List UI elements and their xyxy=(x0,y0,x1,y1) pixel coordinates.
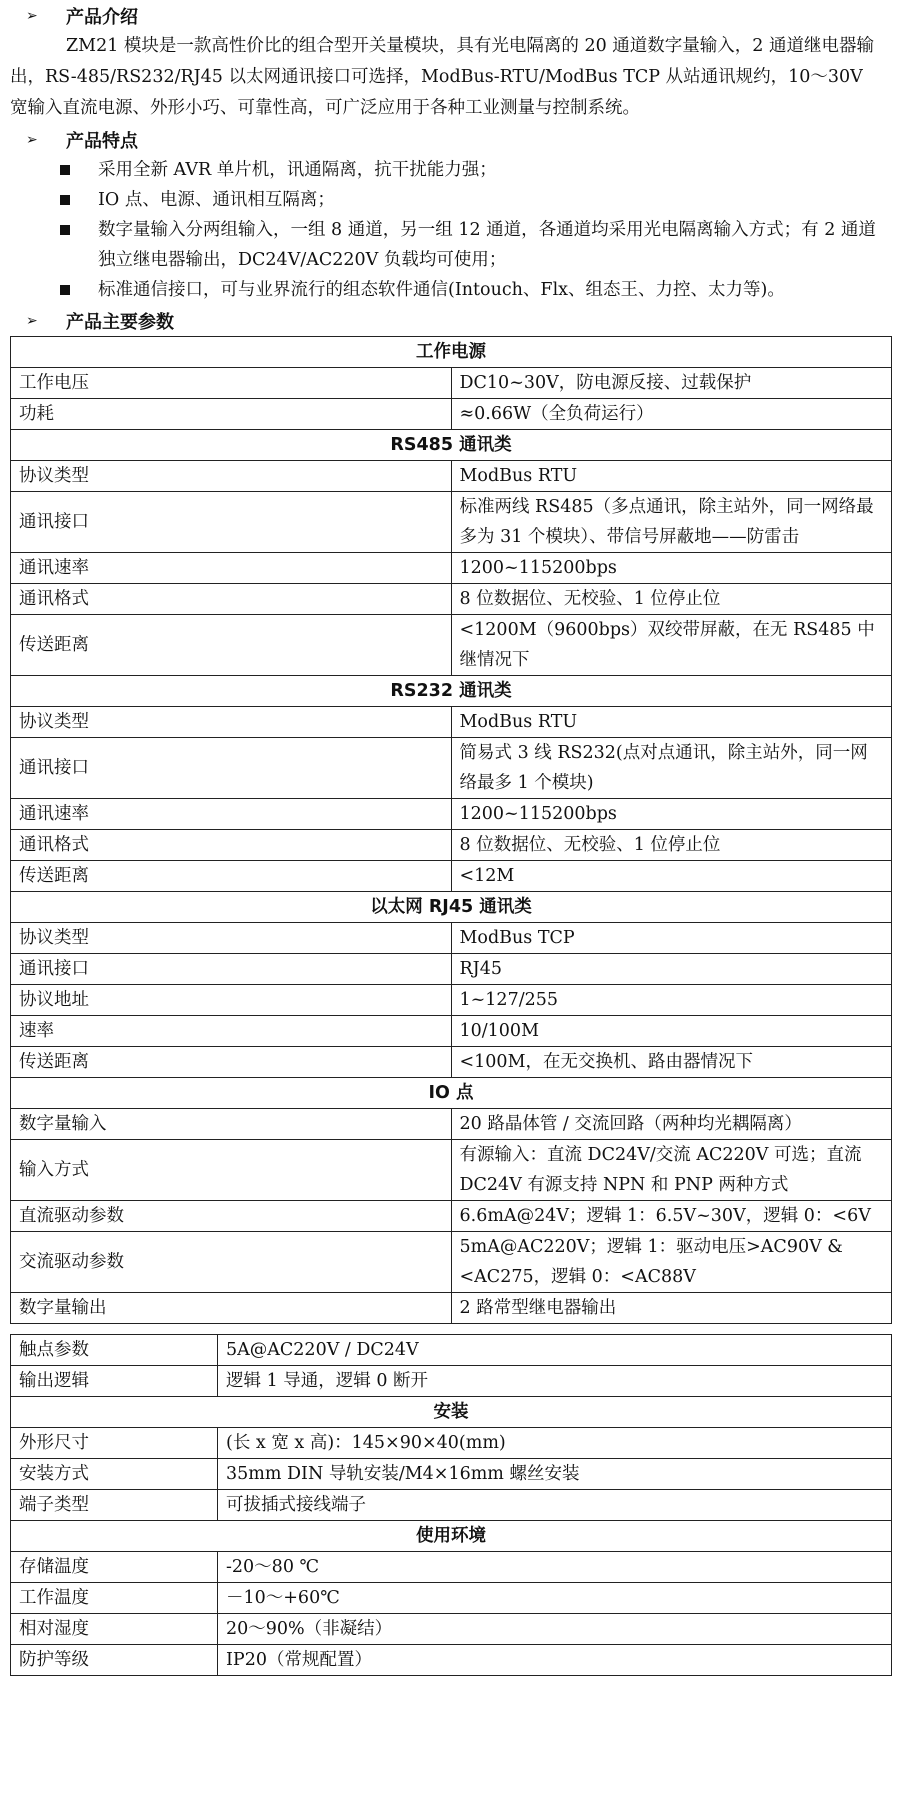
param-value-cell: 35mm DIN 导轨安装/M4×16mm 螺丝安装 xyxy=(218,1459,892,1490)
param-name-cell: 速率 xyxy=(11,1016,452,1047)
param-name-cell: 数字量输入 xyxy=(11,1109,452,1140)
param-name-cell: 触点参数 xyxy=(11,1335,218,1366)
param-name-cell: 端子类型 xyxy=(11,1490,218,1521)
table-section-header xyxy=(11,1397,892,1428)
param-name-cell: 传送距离 xyxy=(11,861,452,892)
param-value-cell: 1~127/255 xyxy=(451,985,892,1016)
param-name-cell: 通讯接口 xyxy=(11,492,452,553)
table-row xyxy=(11,923,892,954)
table-row xyxy=(11,1293,892,1324)
param-value-cell: ModBus RTU xyxy=(451,707,892,738)
param-name-cell: 协议类型 xyxy=(11,923,452,954)
section-header-cell: 安装 xyxy=(11,1397,892,1428)
param-name-cell: 输出逻辑 xyxy=(11,1366,218,1397)
param-value-cell: 1200~115200bps xyxy=(451,553,892,584)
param-name-cell: 工作电压 xyxy=(11,368,452,399)
param-value-cell: ModBus TCP xyxy=(451,923,892,954)
param-value-cell: 20～90%（非凝结） xyxy=(218,1614,892,1645)
section-header-cell: 工作电源 xyxy=(11,337,892,368)
param-name-cell: 工作温度 xyxy=(11,1583,218,1614)
square-bullet-icon xyxy=(60,195,70,205)
param-name-cell: 协议类型 xyxy=(11,707,452,738)
param-value-cell: IP20（常规配置） xyxy=(218,1645,892,1676)
param-value-cell: (长 x 宽 x 高)：145×90×40(mm) xyxy=(218,1428,892,1459)
table-row xyxy=(11,1428,892,1459)
table-row xyxy=(11,1140,892,1201)
section-heading-params: ➢ 产品主要参数 xyxy=(26,311,174,333)
param-value-cell: 2 路常型继电器输出 xyxy=(451,1293,892,1324)
spec-table-continued xyxy=(10,1334,892,1676)
param-name-cell: 存储温度 xyxy=(11,1552,218,1583)
list-item: 数字量输入分两组输入，一组 8 通道，另一组 12 通道，各通道均采用光电隔离输入方式；有 2 通道独立继电器输出，DC24V/AC220V 负载均可使用； xyxy=(10,215,890,275)
param-value-cell: 20 路晶体管 / 交流回路（两种均光耦隔离） xyxy=(451,1109,892,1140)
table-row xyxy=(11,1614,892,1645)
param-value-cell: 可拔插式接线端子 xyxy=(218,1490,892,1521)
table-row xyxy=(11,1109,892,1140)
table-row xyxy=(11,830,892,861)
table-row xyxy=(11,1459,892,1490)
param-name-cell: 输入方式 xyxy=(11,1140,452,1201)
table-section-header xyxy=(11,1521,892,1552)
param-name-cell: 通讯速率 xyxy=(11,799,452,830)
table-row xyxy=(11,492,892,553)
table-row xyxy=(11,1201,892,1232)
table-row xyxy=(11,368,892,399)
arrow-bullet-icon: ➢ xyxy=(26,131,38,148)
param-name-cell: 通讯接口 xyxy=(11,954,452,985)
table-row xyxy=(11,1047,892,1078)
param-name-cell: 防护等级 xyxy=(11,1645,218,1676)
param-name-cell: 安装方式 xyxy=(11,1459,218,1490)
param-name-cell: 通讯接口 xyxy=(11,738,452,799)
section-header-cell: RS485 通讯类 xyxy=(11,430,892,461)
table-row xyxy=(11,399,892,430)
param-value-cell: -20～80 ℃ xyxy=(218,1552,892,1583)
list-item: 标准通信接口，可与业界流行的组态软件通信(Intouch、Flx、组态王、力控、太力等)。 xyxy=(10,275,890,305)
param-name-cell: 交流驱动参数 xyxy=(11,1232,452,1293)
table-row xyxy=(11,461,892,492)
table-row xyxy=(11,1645,892,1676)
table-section-header xyxy=(11,430,892,461)
param-value-cell: －10～+60℃ xyxy=(218,1583,892,1614)
param-value-cell: 8 位数据位、无校验、1 位停止位 xyxy=(451,584,892,615)
section-header-cell: IO 点 xyxy=(11,1078,892,1109)
param-value-cell: ModBus RTU xyxy=(451,461,892,492)
param-name-cell: 协议类型 xyxy=(11,461,452,492)
square-bullet-icon xyxy=(60,165,70,175)
table-row xyxy=(11,1366,892,1397)
square-bullet-icon xyxy=(60,225,70,235)
param-name-cell: 相对湿度 xyxy=(11,1614,218,1645)
param-value-cell: 5mA@AC220V；逻辑 1：驱动电压>AC90V & <AC275，逻辑 0：<AC88V xyxy=(451,1232,892,1293)
table-row xyxy=(11,707,892,738)
spec-table xyxy=(10,336,892,1324)
param-name-cell: 通讯格式 xyxy=(11,830,452,861)
param-name-cell: 传送距离 xyxy=(11,1047,452,1078)
param-name-cell: 通讯格式 xyxy=(11,584,452,615)
section-header-cell: 以太网 RJ45 通讯类 xyxy=(11,892,892,923)
param-value-cell: 逻辑 1 导通，逻辑 0 断开 xyxy=(218,1366,892,1397)
table-row xyxy=(11,1016,892,1047)
param-name-cell: 功耗 xyxy=(11,399,452,430)
table-row xyxy=(11,1583,892,1614)
param-value-cell: 8 位数据位、无校验、1 位停止位 xyxy=(451,830,892,861)
table-row xyxy=(11,861,892,892)
square-bullet-icon xyxy=(60,285,70,295)
param-value-cell: <1200M（9600bps）双绞带屏蔽，在无 RS485 中继情况下 xyxy=(451,615,892,676)
section-header-cell: 使用环境 xyxy=(11,1521,892,1552)
section-header-cell: RS232 通讯类 xyxy=(11,676,892,707)
table-row xyxy=(11,1232,892,1293)
arrow-bullet-icon: ➢ xyxy=(26,312,38,329)
table-row xyxy=(11,584,892,615)
param-name-cell: 直流驱动参数 xyxy=(11,1201,452,1232)
table-section-header xyxy=(11,1078,892,1109)
table-row xyxy=(11,799,892,830)
param-value-cell: 10/100M xyxy=(451,1016,892,1047)
intro-paragraph xyxy=(10,31,890,124)
table-row xyxy=(11,985,892,1016)
param-name-cell: 数字量输出 xyxy=(11,1293,452,1324)
arrow-bullet-icon: ➢ xyxy=(26,7,38,24)
table-row xyxy=(11,615,892,676)
table-row xyxy=(11,553,892,584)
param-value-cell: 5A@AC220V / DC24V xyxy=(218,1335,892,1366)
param-name-cell: 传送距离 xyxy=(11,615,452,676)
section-heading-intro: ➢ 产品介绍 xyxy=(26,6,138,28)
param-value-cell: 标准两线 RS485（多点通讯，除主站外，同一网络最多为 31 个模块）、带信号屏蔽地——防雷击 xyxy=(451,492,892,553)
section-heading-features: ➢ 产品特点 xyxy=(26,130,138,152)
list-item: IO 点、电源、通讯相互隔离； xyxy=(10,185,890,215)
param-name-cell: 通讯速率 xyxy=(11,553,452,584)
table-section-header xyxy=(11,892,892,923)
param-value-cell: 1200~115200bps xyxy=(451,799,892,830)
param-name-cell: 外形尺寸 xyxy=(11,1428,218,1459)
param-name-cell: 协议地址 xyxy=(11,985,452,1016)
table-section-header xyxy=(11,337,892,368)
param-value-cell: 有源输入：直流 DC24V/交流 AC220V 可选；直流 DC24V 有源支持 NPN 和 PNP 两种方式 xyxy=(451,1140,892,1201)
table-row xyxy=(11,1490,892,1521)
param-value-cell: DC10~30V，防电源反接、过载保护 xyxy=(451,368,892,399)
intro-text: ZM21 模块是一款高性价比的组合型开关量模块，具有光电隔离的 20 通道数字量输入，2 通道继电器输出，RS-485/RS232/RJ45 以太网通讯接口可选择，ModBus-RTU/ModBus TCP 从站通讯规约，10～30V 宽输入直流电源、外形小巧、可靠性高，可广泛应用于各种工业测量与控制系统。 xyxy=(10,36,874,118)
table-row xyxy=(11,1552,892,1583)
feature-list xyxy=(10,155,890,305)
param-value-cell: <100M，在无交换机、路由器情况下 xyxy=(451,1047,892,1078)
list-item: 采用全新 AVR 单片机，讯通隔离，抗干扰能力强； xyxy=(10,155,890,185)
param-value-cell: RJ45 xyxy=(451,954,892,985)
param-value-cell: <12M xyxy=(451,861,892,892)
table-row xyxy=(11,954,892,985)
table-section-header xyxy=(11,676,892,707)
table-row xyxy=(11,738,892,799)
table-row xyxy=(11,1335,892,1366)
param-value-cell: ≈0.66W（全负荷运行） xyxy=(451,399,892,430)
param-value-cell: 6.6mA@24V；逻辑 1：6.5V~30V，逻辑 0：<6V xyxy=(451,1201,892,1232)
param-value-cell: 简易式 3 线 RS232(点对点通讯，除主站外，同一网络最多 1 个模块) xyxy=(451,738,892,799)
